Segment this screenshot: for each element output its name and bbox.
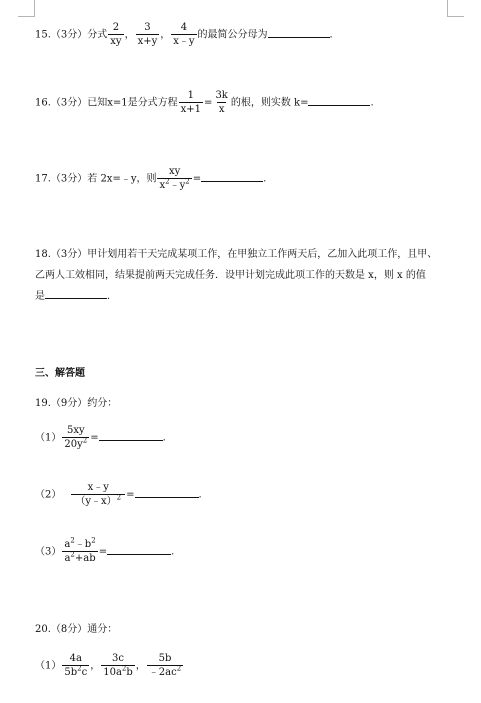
question-19-part-1 xyxy=(35,425,166,451)
period: . xyxy=(107,291,111,302)
denominator: x+1 xyxy=(180,104,202,115)
part-label: （3） xyxy=(35,546,62,558)
q17-prefix: 17.（3分）若 2x=﹣y，则 xyxy=(35,173,157,185)
exponent: 2 xyxy=(70,550,75,559)
fraction xyxy=(62,536,97,565)
period: . xyxy=(370,97,374,109)
exponent: 2 xyxy=(165,177,170,186)
q15-suffix: 的最简公分母为 xyxy=(197,29,268,41)
question-20-part-1: （1） $\frac{4a}{5b^2c}$ ， $\frac{3c}{10a^2b}$ ， $\frac{5b}{﹣2ac^2}$ xyxy=(35,653,182,678)
denominator xyxy=(62,665,89,679)
part-label: （2） xyxy=(35,489,62,501)
q18-line-3 xyxy=(35,286,437,307)
equals-sign: = xyxy=(98,546,108,558)
exponent: 2 xyxy=(77,664,82,673)
equals-sign: = xyxy=(126,489,135,501)
exponent: 2 xyxy=(185,177,190,186)
numerator-base: a xyxy=(64,539,71,550)
q15-prefix: 15.（3分）分式 xyxy=(35,29,108,41)
fraction xyxy=(62,425,89,451)
fraction xyxy=(171,22,196,48)
denominator: xy xyxy=(110,36,122,47)
question-17 xyxy=(35,166,266,192)
fraction xyxy=(157,166,191,192)
fraction xyxy=(179,90,203,116)
answer-blank[interactable] xyxy=(308,96,370,106)
question-19-part-2 xyxy=(35,482,202,508)
answer-blank[interactable] xyxy=(107,545,171,555)
denominator: x+y xyxy=(137,36,158,47)
exponent: 2 xyxy=(70,536,75,545)
question-19-part-3 xyxy=(35,536,175,565)
numerator xyxy=(62,536,97,551)
numerator: xy xyxy=(168,166,181,177)
part-label: （1） xyxy=(35,432,62,444)
question-18 xyxy=(35,244,437,307)
q16-prefix: 16.（3分）已知x=1是分式方程 xyxy=(35,97,178,109)
numerator: 4a xyxy=(69,653,82,664)
denominator-base: 5b xyxy=(64,667,78,678)
q18-line-3-text: 是 xyxy=(35,291,45,302)
fraction xyxy=(136,22,160,48)
corner-mark-left xyxy=(18,0,35,17)
fraction xyxy=(147,653,183,679)
fraction xyxy=(101,653,135,679)
answer-blank[interactable] xyxy=(135,488,199,498)
numerator: 4 xyxy=(180,22,188,33)
exponent: 2 xyxy=(176,664,182,673)
denominator-base: x xyxy=(159,180,166,191)
equals-sign: = xyxy=(192,173,202,185)
corner-mark-right xyxy=(447,0,464,17)
period: . xyxy=(329,29,333,41)
denominator: x xyxy=(218,104,225,115)
numerator: 3 xyxy=(144,22,151,33)
period: . xyxy=(263,173,267,185)
exponent: 2 xyxy=(121,664,127,673)
numerator-term: ﹣b xyxy=(74,539,92,550)
answer-blank[interactable] xyxy=(268,28,330,38)
denominator-base: 10a xyxy=(103,667,122,678)
question-19-title: 19.（9分）约分： xyxy=(35,398,118,409)
exponent: 2 xyxy=(82,436,88,445)
numerator: 5xy xyxy=(66,425,85,436)
fraction xyxy=(213,90,229,116)
numerator: 5b xyxy=(158,653,172,664)
question-15: 15.（3分）分式 $\frac{2}{xy}$ ， $\frac{3}{x+y}$ ， $\frac{4}{x﹣y}$ 的最简公分母为 . xyxy=(35,22,333,47)
exponent: 2 xyxy=(116,493,122,502)
denominator-term: ﹣y xyxy=(169,180,186,191)
part-label: （1） xyxy=(35,660,62,672)
equals-sign: = xyxy=(90,432,99,444)
period: . xyxy=(162,432,166,444)
fraction xyxy=(108,22,123,48)
answer-blank[interactable] xyxy=(99,431,163,441)
denominator-base: ﹣2ac xyxy=(148,667,177,678)
period: . xyxy=(198,489,202,501)
answer-blank[interactable] xyxy=(45,289,107,299)
numerator: 3k xyxy=(215,90,228,101)
denominator xyxy=(62,551,97,565)
numerator: x﹣y xyxy=(87,482,109,493)
answer-blank[interactable] xyxy=(201,172,263,182)
denominator-base: a xyxy=(64,553,71,564)
question-16 xyxy=(35,90,374,116)
section-heading: 三、解答题 xyxy=(35,368,85,379)
denominator xyxy=(71,494,125,508)
denominator xyxy=(157,178,191,192)
denominator-base: （y﹣x） xyxy=(75,496,117,507)
numerator: 3c xyxy=(112,653,124,664)
question-20-title: 20.（8分）通分： xyxy=(35,624,118,635)
fraction xyxy=(62,653,89,679)
fraction xyxy=(71,482,125,508)
denominator xyxy=(62,437,89,451)
denominator xyxy=(101,665,135,679)
exponent: 2 xyxy=(91,536,96,545)
equals-sign: = xyxy=(204,97,213,109)
denominator-term: b xyxy=(126,667,133,678)
numerator: 2 xyxy=(112,22,120,33)
denominator-term: c xyxy=(81,667,88,678)
denominator-base: 20y xyxy=(64,439,83,450)
denominator: x﹣y xyxy=(173,36,195,47)
denominator xyxy=(147,665,183,679)
period: . xyxy=(171,546,175,558)
q18-line-1: 18.（3分）甲计划用若干天完成某项工作，在甲独立工作两天后，乙加入此项工作，且甲、 xyxy=(35,249,438,260)
q18-line-2: 乙两人工效相同，结果提前两天完成任务．设甲计划完成此项工作的天数是 x，则 x 的值 xyxy=(35,270,426,281)
denominator-term: +ab xyxy=(74,553,96,564)
q16-suffix: 的根，则实数 k= xyxy=(230,97,309,109)
numerator: 1 xyxy=(187,90,195,101)
